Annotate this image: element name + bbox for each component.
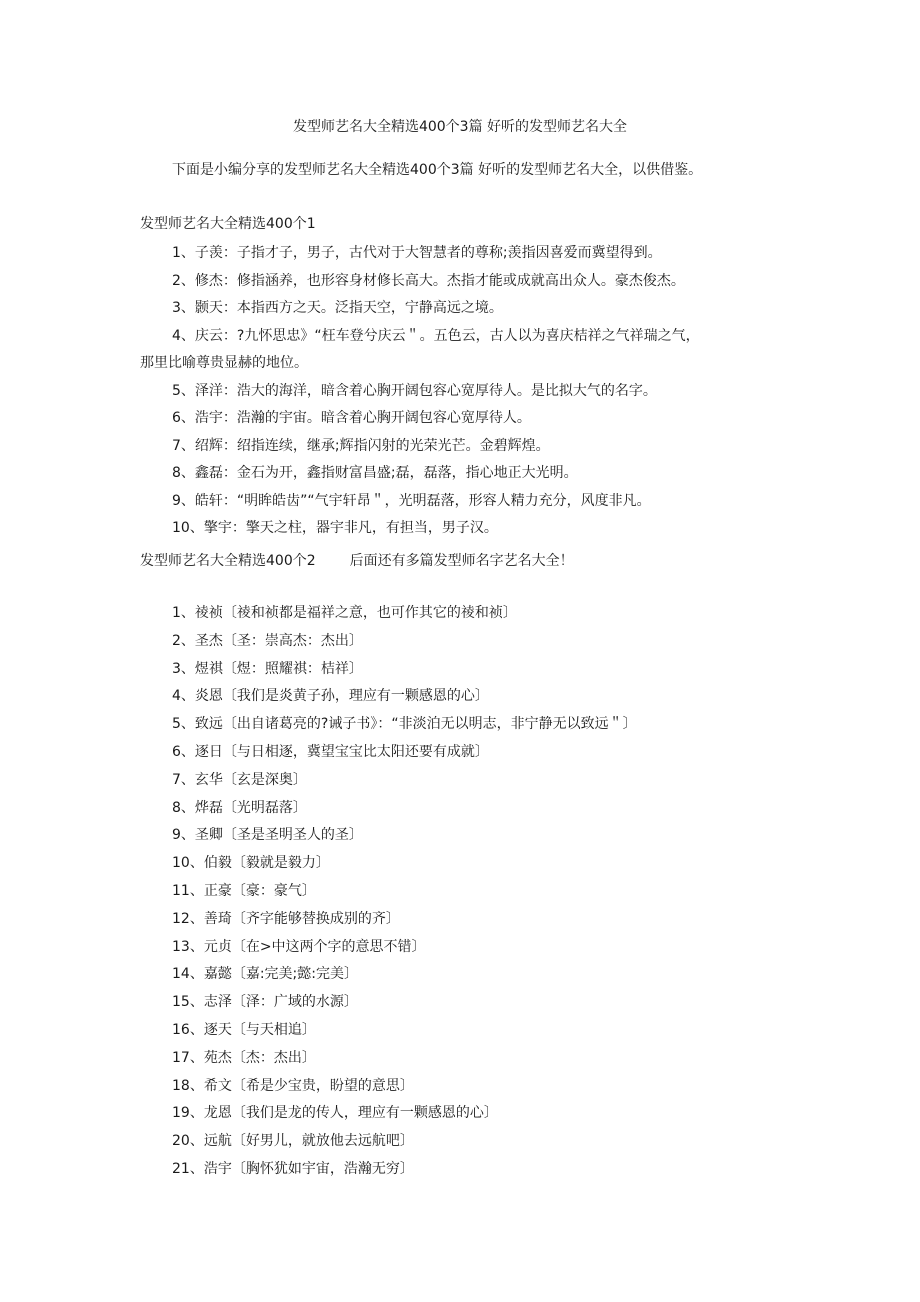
list-item: 7、玄华〔玄是深奥〕	[172, 771, 307, 788]
list-item: 18、希文〔希是少宝贵，盼望的意思〕	[172, 1077, 414, 1094]
section2-note: 后面还有多篇发型师名字艺名大全！	[349, 553, 574, 569]
list-item: 4、炎恩〔我们是炎黄子孙，理应有一颗感恩的心〕	[172, 688, 489, 705]
list-item-continuation: 那里比喻尊贵显赫的地位。	[140, 355, 308, 371]
list-item: 10、擎宇：擎天之柱，器宇非凡，有担当，男子汉。	[172, 520, 498, 536]
list-item: 1、子羡：子指才子，男子，古代对于大智慧者的尊称;羡指因喜爱而冀望得到。	[172, 245, 662, 261]
list-item: 8、烨磊〔光明磊落〕	[172, 799, 307, 816]
list-item: 9、皓轩：“明眸皓齿”“气宇轩昂＂，光明磊落，形容人精力充分，风度非凡。	[172, 492, 651, 509]
section2-heading-row	[140, 550, 574, 570]
list-item: 3、煜祺〔煜：照耀祺：桔祥〕	[172, 660, 363, 677]
list-item: 7、绍辉：绍指连续，继承;辉指闪射的光荣光芒。金碧辉煌。	[172, 437, 550, 454]
document-title: 发型师艺名大全精选400个3篇 好听的发型师艺名大全	[292, 119, 628, 135]
intro-paragraph: 下面是小编分享的发型师艺名大全精选400个3篇 好听的发型师艺名大全，以供借鉴。	[172, 162, 703, 178]
section2-heading: 发型师艺名大全精选400个2	[140, 553, 316, 569]
list-item: 4、庆云：?九怀思忠》“枉车登兮庆云＂。五色云，古人以为喜庆桔祥之气祥瑞之气，	[172, 327, 700, 344]
list-item: 6、浩宇：浩瀚的宇宙。暗含着心胸开阔包容心宽厚待人。	[172, 410, 531, 426]
list-item: 2、圣杰〔圣：崇高杰：杰出〕	[172, 632, 363, 649]
list-item: 8、鑫磊：金石为开，鑫指财富昌盛;磊，磊落，指心地正大光明。	[172, 465, 578, 481]
list-item: 19、龙恩〔我们是龙的传人，理应有一颗感恩的心〕	[172, 1105, 498, 1122]
list-item: 21、浩宇〔胸怀犹如宇宙，浩瀚无穷〕	[172, 1160, 414, 1177]
list-item: 14、嘉懿〔嘉:完美;懿:完美〕	[172, 966, 358, 983]
list-item: 20、远航〔好男儿，就放他去远航吧〕	[172, 1133, 414, 1150]
list-item: 12、善琦〔齐字能够替换成别的齐〕	[172, 910, 400, 927]
section1-heading: 发型师艺名大全精选400个1	[140, 216, 316, 232]
list-item: 6、逐日〔与日相逐，冀望宝宝比太阳还要有成就〕	[172, 743, 489, 760]
list-item: 11、正豪〔豪：豪气〕	[172, 882, 316, 899]
list-item: 5、致远〔出自诸葛亮的?诫子书》：“非淡泊无以明志，非宁静无以致远＂〕	[172, 716, 637, 733]
list-item: 16、逐天〔与天相追〕	[172, 1021, 316, 1038]
list-item: 9、圣卿〔圣是圣明圣人的圣〕	[172, 827, 363, 844]
section1-list	[140, 240, 800, 543]
list-item: 10、伯毅〔毅就是毅力〕	[172, 855, 330, 872]
list-item: 5、泽洋：浩大的海洋，暗含着心胸开阔包容心宽厚待人。是比拟大气的名字。	[172, 382, 657, 399]
list-item: 13、元贞〔在>中这两个字的意思不错〕	[172, 938, 426, 955]
list-item: 3、颢天：本指西方之天。泛指天空，宁静高远之境。	[172, 300, 503, 316]
list-item: 15、志泽〔泽：广域的水源〕	[172, 994, 358, 1011]
list-item: 17、苑杰〔杰：杰出〕	[172, 1049, 316, 1066]
list-item: 1、祾祯〔祾和祯都是福祥之意，也可作其它的祾和祯〕	[172, 605, 517, 621]
section2-list	[172, 600, 637, 1184]
list-item: 2、修杰：修指涵养，也形容身材修长高大。杰指才能或成就高出众人。豪杰俊杰。	[172, 272, 685, 289]
